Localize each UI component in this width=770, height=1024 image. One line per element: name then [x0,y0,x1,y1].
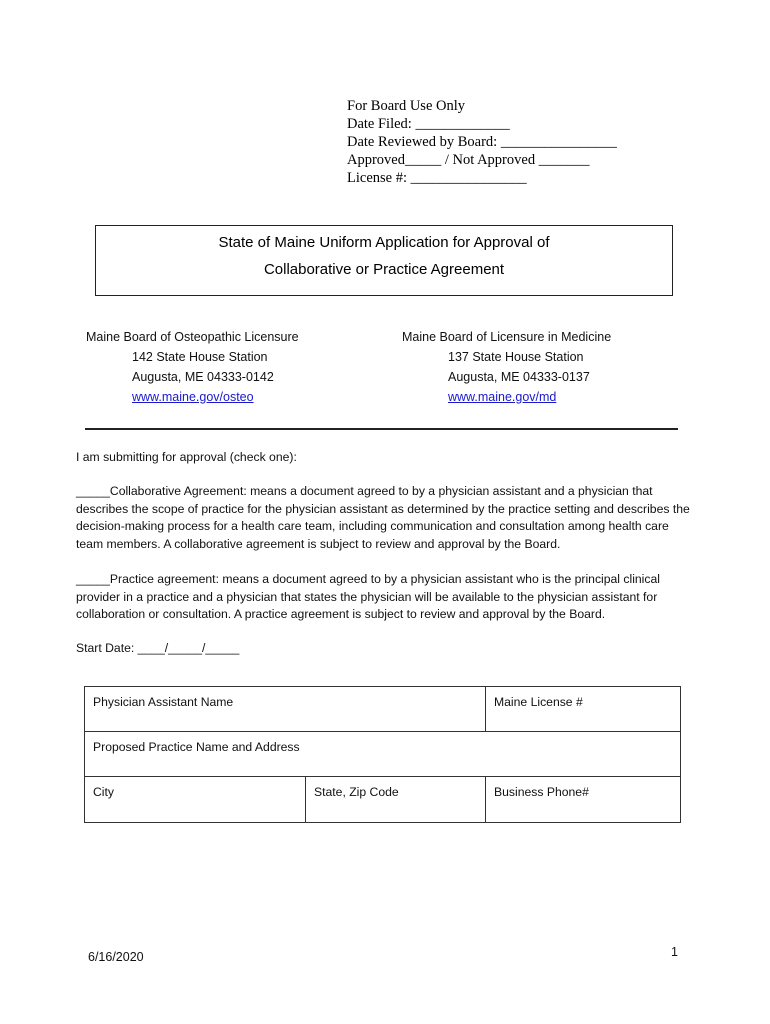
pa-name-cell[interactable] [85,687,486,732]
city-cell[interactable] [85,777,306,823]
state-zip-label: State, Zip Code [314,785,399,799]
pa-name-label: Physician Assistant Name [93,695,234,709]
practice-name-label: Proposed Practice Name and Address [93,740,300,754]
board-name: Maine Board of Osteopathic Licensure [86,330,299,344]
business-phone-label: Business Phone# [494,785,589,799]
date-filed-field[interactable]: Date Filed: _____________ [347,116,510,132]
application-form-table [84,686,681,823]
medicine-board-address [402,327,611,407]
practice-name-cell[interactable] [85,732,681,777]
approval-field[interactable]: Approved_____ / Not Approved _______ [347,152,590,168]
state-zip-cell[interactable] [306,777,486,823]
osteo-website-link[interactable]: www.maine.gov/osteo [132,390,254,404]
city-label: City [93,785,114,799]
board-use-heading: For Board Use Only [347,98,466,114]
board-street: 137 State House Station [448,350,584,364]
license-label: Maine License # [494,695,583,709]
md-website-link[interactable]: www.maine.gov/md [448,390,557,404]
business-phone-cell[interactable] [486,777,681,823]
osteopathic-board-address [86,327,299,407]
license-number-field[interactable]: License #: ________________ [347,170,527,186]
collaborative-agreement-option[interactable]: _____Collaborative Agreement: means a document agreed to by a physician assistant and a physician that describes the scope of practice for the physician assistant as determined by the practice setting and describes the decision-making process for a health care team, including communication and consultation among health care team members. A collaborative agreement is subject to review and approval by the Board. [76,484,690,551]
title-line-1: State of Maine Uniform Application for Approval of [218,234,550,251]
board-use-block [347,97,617,187]
board-street: 142 State House Station [132,350,268,364]
board-city: Augusta, ME 04333-0137 [448,370,590,384]
instructions-text: I am submitting for approval (check one): [76,450,297,464]
footer-date: 6/16/2020 [88,950,144,964]
title-box [95,225,673,296]
start-date-field[interactable]: Start Date: ____/_____/_____ [76,641,240,655]
board-city: Augusta, ME 04333-0142 [132,370,274,384]
date-reviewed-field[interactable]: Date Reviewed by Board: ________________ [347,134,617,150]
divider-rule [85,428,678,430]
license-cell[interactable] [486,687,681,732]
practice-agreement-option[interactable]: _____Practice agreement: means a document agreed to by a physician assistant who is the principal clinical provider in a practice and a physician that states the physician will be available to the physician assistant for collaboration or consultation. A practice agreement is subject to review and approval by the Board. [76,572,660,622]
title-line-2: Collaborative or Practice Agreement [263,261,505,278]
page-number: 1 [671,945,678,959]
board-name: Maine Board of Licensure in Medicine [402,330,612,344]
